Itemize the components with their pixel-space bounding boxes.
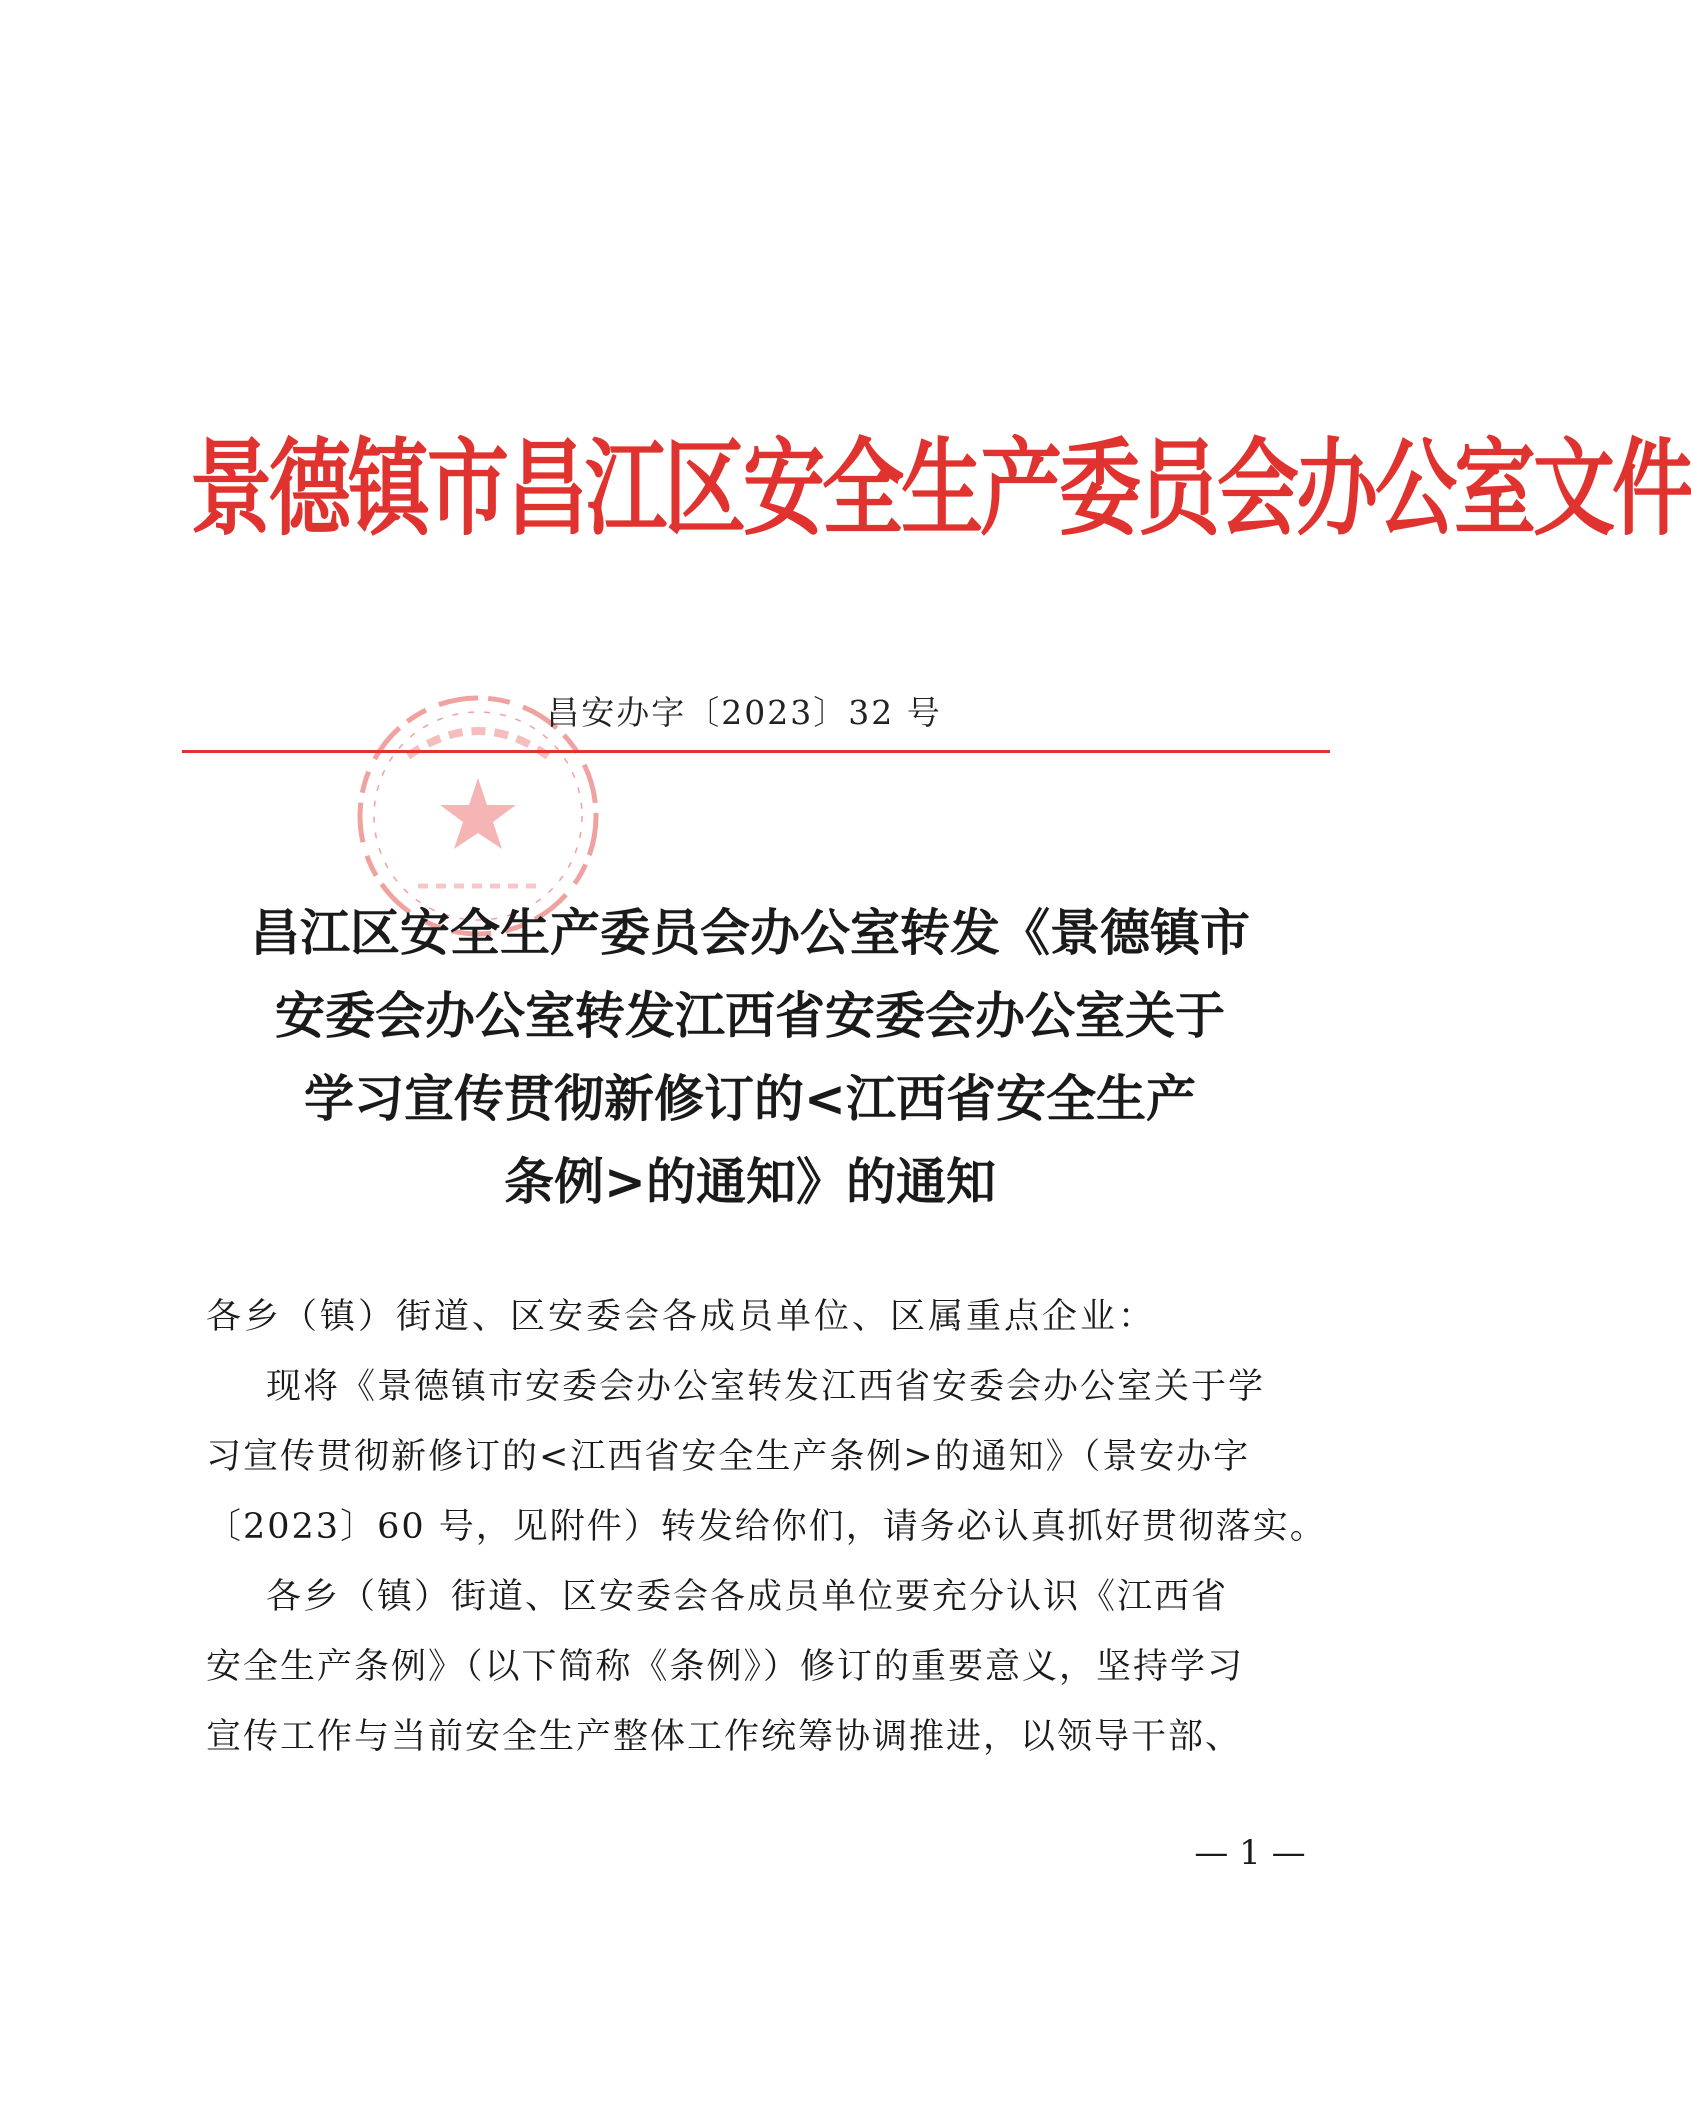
paragraph-line: 安全生产条例》（以下简称《条例》）修订的重要意义，坚持学习 [206,1647,1245,1687]
title-line: 学习宣传贯彻新修订的<江西省安全生产 [304,1070,1196,1128]
title-line: 条例>的通知》的通知 [504,1153,996,1211]
title-line: 昌江区安全生产委员会办公室转发《景德镇市 [250,904,1250,962]
paragraph-line: 宣传工作与当前安全生产整体工作统筹协调推进，以领导干部、 [206,1717,1243,1757]
body-paragraph-2 [206,1562,1316,1772]
notice-title [200,892,1300,1224]
paragraph-line: 〔2023〕60 号，见附件）转发给你们，请务必认真抓好贯彻落实。 [206,1507,1327,1547]
paragraph-line: 各乡（镇）街道、区安委会各成员单位要充分认识《江西省 [266,1577,1229,1617]
paragraph-line: 现将《景德镇市安委会办公室转发江西省安委会办公室关于学 [266,1367,1266,1407]
title-line: 安委会办公室转发江西省安委会办公室关于 [275,987,1225,1045]
salutation: 各乡（镇）街道、区安委会各成员单位、区属重点企业： [206,1297,1157,1337]
masthead-title: 景德镇市昌江区安全生产委员会办公室文件 [190,429,1691,551]
red-divider-line [182,750,1330,753]
paragraph-line: 习宣传贯彻新修订的<江西省安全生产条例>的通知》（景安办字 [206,1437,1251,1477]
body-paragraph-1 [206,1352,1327,1562]
document-number: 昌安办字〔2023〕32 号 [546,693,942,732]
page-number: — 1 — [1194,1833,1306,1873]
